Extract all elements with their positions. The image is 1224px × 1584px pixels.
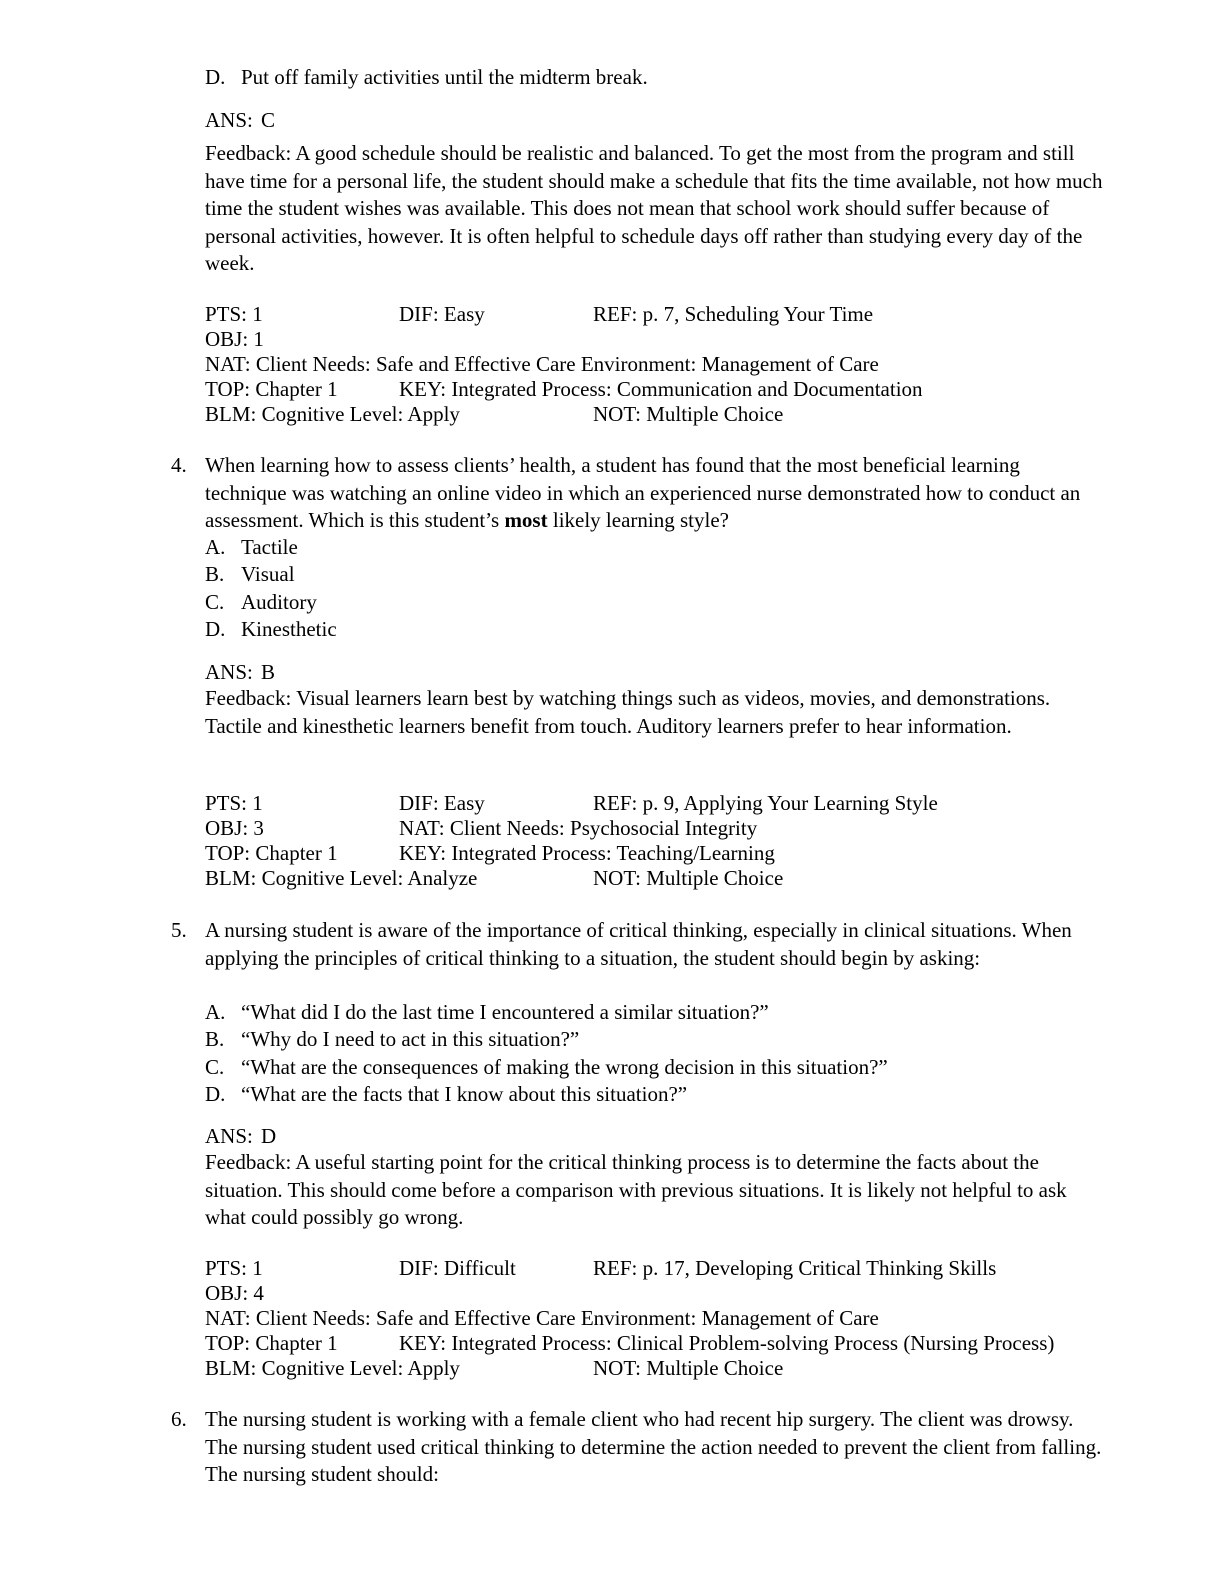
obj: OBJ: 4 <box>205 1281 264 1305</box>
stem-text-end: likely learning style? <box>547 508 729 532</box>
q4-option-c <box>205 589 317 617</box>
option-letter: C. <box>205 590 225 614</box>
option-text: “What did I do the last time I encountered a similar situation?” <box>241 1000 769 1024</box>
answer-label: ANS: <box>205 1124 253 1148</box>
option-letter: A. <box>205 535 226 559</box>
option-text: “What are the consequences of making the wrong decision in this situation?” <box>241 1055 888 1079</box>
obj: OBJ: 3 <box>205 816 264 840</box>
q3-feedback: Feedback: A good schedule should be realistic and balanced. To get the most from the program and still have time for a personal life, the student should make a schedule that fits the time available, not how much time the student wishes was available. This does not mean that school work should suffer because of personal activities, however. It is often helpful to schedule days off rather than studying every day of the week. <box>205 141 1103 275</box>
q5-number: 5. <box>171 918 187 942</box>
obj: OBJ: 1 <box>205 327 264 351</box>
option-letter: D. <box>205 617 226 641</box>
q4-number: 4. <box>171 453 187 477</box>
option-letter: C. <box>205 1055 225 1079</box>
nat: NAT: Client Needs: Safe and Effective Care Environment: Management of Care <box>205 1306 879 1330</box>
dif: DIF: Difficult <box>399 1256 516 1280</box>
q6-number: 6. <box>171 1407 187 1431</box>
q5-option-a <box>205 999 769 1027</box>
ref: REF: p. 17, Developing Critical Thinking Skills <box>593 1256 997 1280</box>
option-text: “What are the facts that I know about this situation?” <box>241 1082 688 1106</box>
option-letter: D. <box>205 65 226 89</box>
not: NOT: Multiple Choice <box>593 1356 784 1380</box>
stem-text: When learning how to assess clients’ health, a student has found that the most beneficial learning technique was watching an online video in which an experienced nurse demonstrated how to conduct an assessment. Which is this student’s <box>205 453 1081 532</box>
blm: BLM: Cognitive Level: Analyze <box>205 866 478 890</box>
q4-option-b <box>205 561 295 589</box>
not: NOT: Multiple Choice <box>593 402 784 426</box>
blm: BLM: Cognitive Level: Apply <box>205 402 460 426</box>
q4-stem <box>205 452 1105 535</box>
nat: NAT: Client Needs: Psychosocial Integrity <box>399 816 758 840</box>
answer-value: C <box>261 108 276 132</box>
option-text: Visual <box>241 562 295 586</box>
option-text: “Why do I need to act in this situation?” <box>241 1027 580 1051</box>
stem-emphasis: most <box>504 508 548 532</box>
option-text: Auditory <box>241 590 317 614</box>
q4-option-d <box>205 616 337 644</box>
dif: DIF: Easy <box>399 302 485 326</box>
q6-stem: The nursing student is working with a female client who had recent hip surgery. The client was drowsy. The nursing student used critical thinking to determine the action needed to prevent the client from falling. The nursing student should: <box>205 1407 1102 1486</box>
pts: PTS: 1 <box>205 302 263 326</box>
option-text: Put off family activities until the midterm break. <box>241 65 648 89</box>
q4-feedback: Feedback: Visual learners learn best by watching things such as videos, movies, and demonstrations. Tactile and kinesthetic learners benefit from touch. Auditory learners prefer to hear information. <box>205 686 1051 738</box>
q4-option-a <box>205 534 298 562</box>
option-letter: B. <box>205 1027 225 1051</box>
q5-option-c <box>205 1054 888 1082</box>
key: KEY: Integrated Process: Communication and Documentation <box>399 377 923 401</box>
top: TOP: Chapter 1 <box>205 377 338 401</box>
blm: BLM: Cognitive Level: Apply <box>205 1356 460 1380</box>
answer-value: D <box>261 1124 277 1148</box>
option-letter: D. <box>205 1082 226 1106</box>
option-letter: A. <box>205 1000 226 1024</box>
pts: PTS: 1 <box>205 791 263 815</box>
option-text: Kinesthetic <box>241 617 337 641</box>
key: KEY: Integrated Process: Clinical Problem-solving Process (Nursing Process) <box>399 1331 1055 1355</box>
not: NOT: Multiple Choice <box>593 866 784 890</box>
ref: REF: p. 7, Scheduling Your Time <box>593 302 874 326</box>
q3-option-d <box>205 64 648 92</box>
q5-stem: A nursing student is aware of the importance of critical thinking, especially in clinical situations. When applying the principles of critical thinking to a situation, the student should begin by asking: <box>205 918 1072 970</box>
key: KEY: Integrated Process: Teaching/Learning <box>399 841 775 865</box>
top: TOP: Chapter 1 <box>205 1331 338 1355</box>
top: TOP: Chapter 1 <box>205 841 338 865</box>
answer-label: ANS: <box>205 660 253 684</box>
nat: NAT: Client Needs: Safe and Effective Care Environment: Management of Care <box>205 352 879 376</box>
answer-label: ANS: <box>205 108 253 132</box>
q5-feedback: Feedback: A useful starting point for the critical thinking process is to determine the facts about the situation. This should come before a comparison with previous situations. It is likely not helpful to ask what could possibly go wrong. <box>205 1150 1067 1229</box>
q5-option-d <box>205 1081 687 1109</box>
option-text: Tactile <box>241 535 298 559</box>
dif: DIF: Easy <box>399 791 485 815</box>
q5-option-b <box>205 1026 579 1054</box>
pts: PTS: 1 <box>205 1256 263 1280</box>
ref: REF: p. 9, Applying Your Learning Style <box>593 791 938 815</box>
answer-value: B <box>261 660 276 684</box>
option-letter: B. <box>205 562 225 586</box>
